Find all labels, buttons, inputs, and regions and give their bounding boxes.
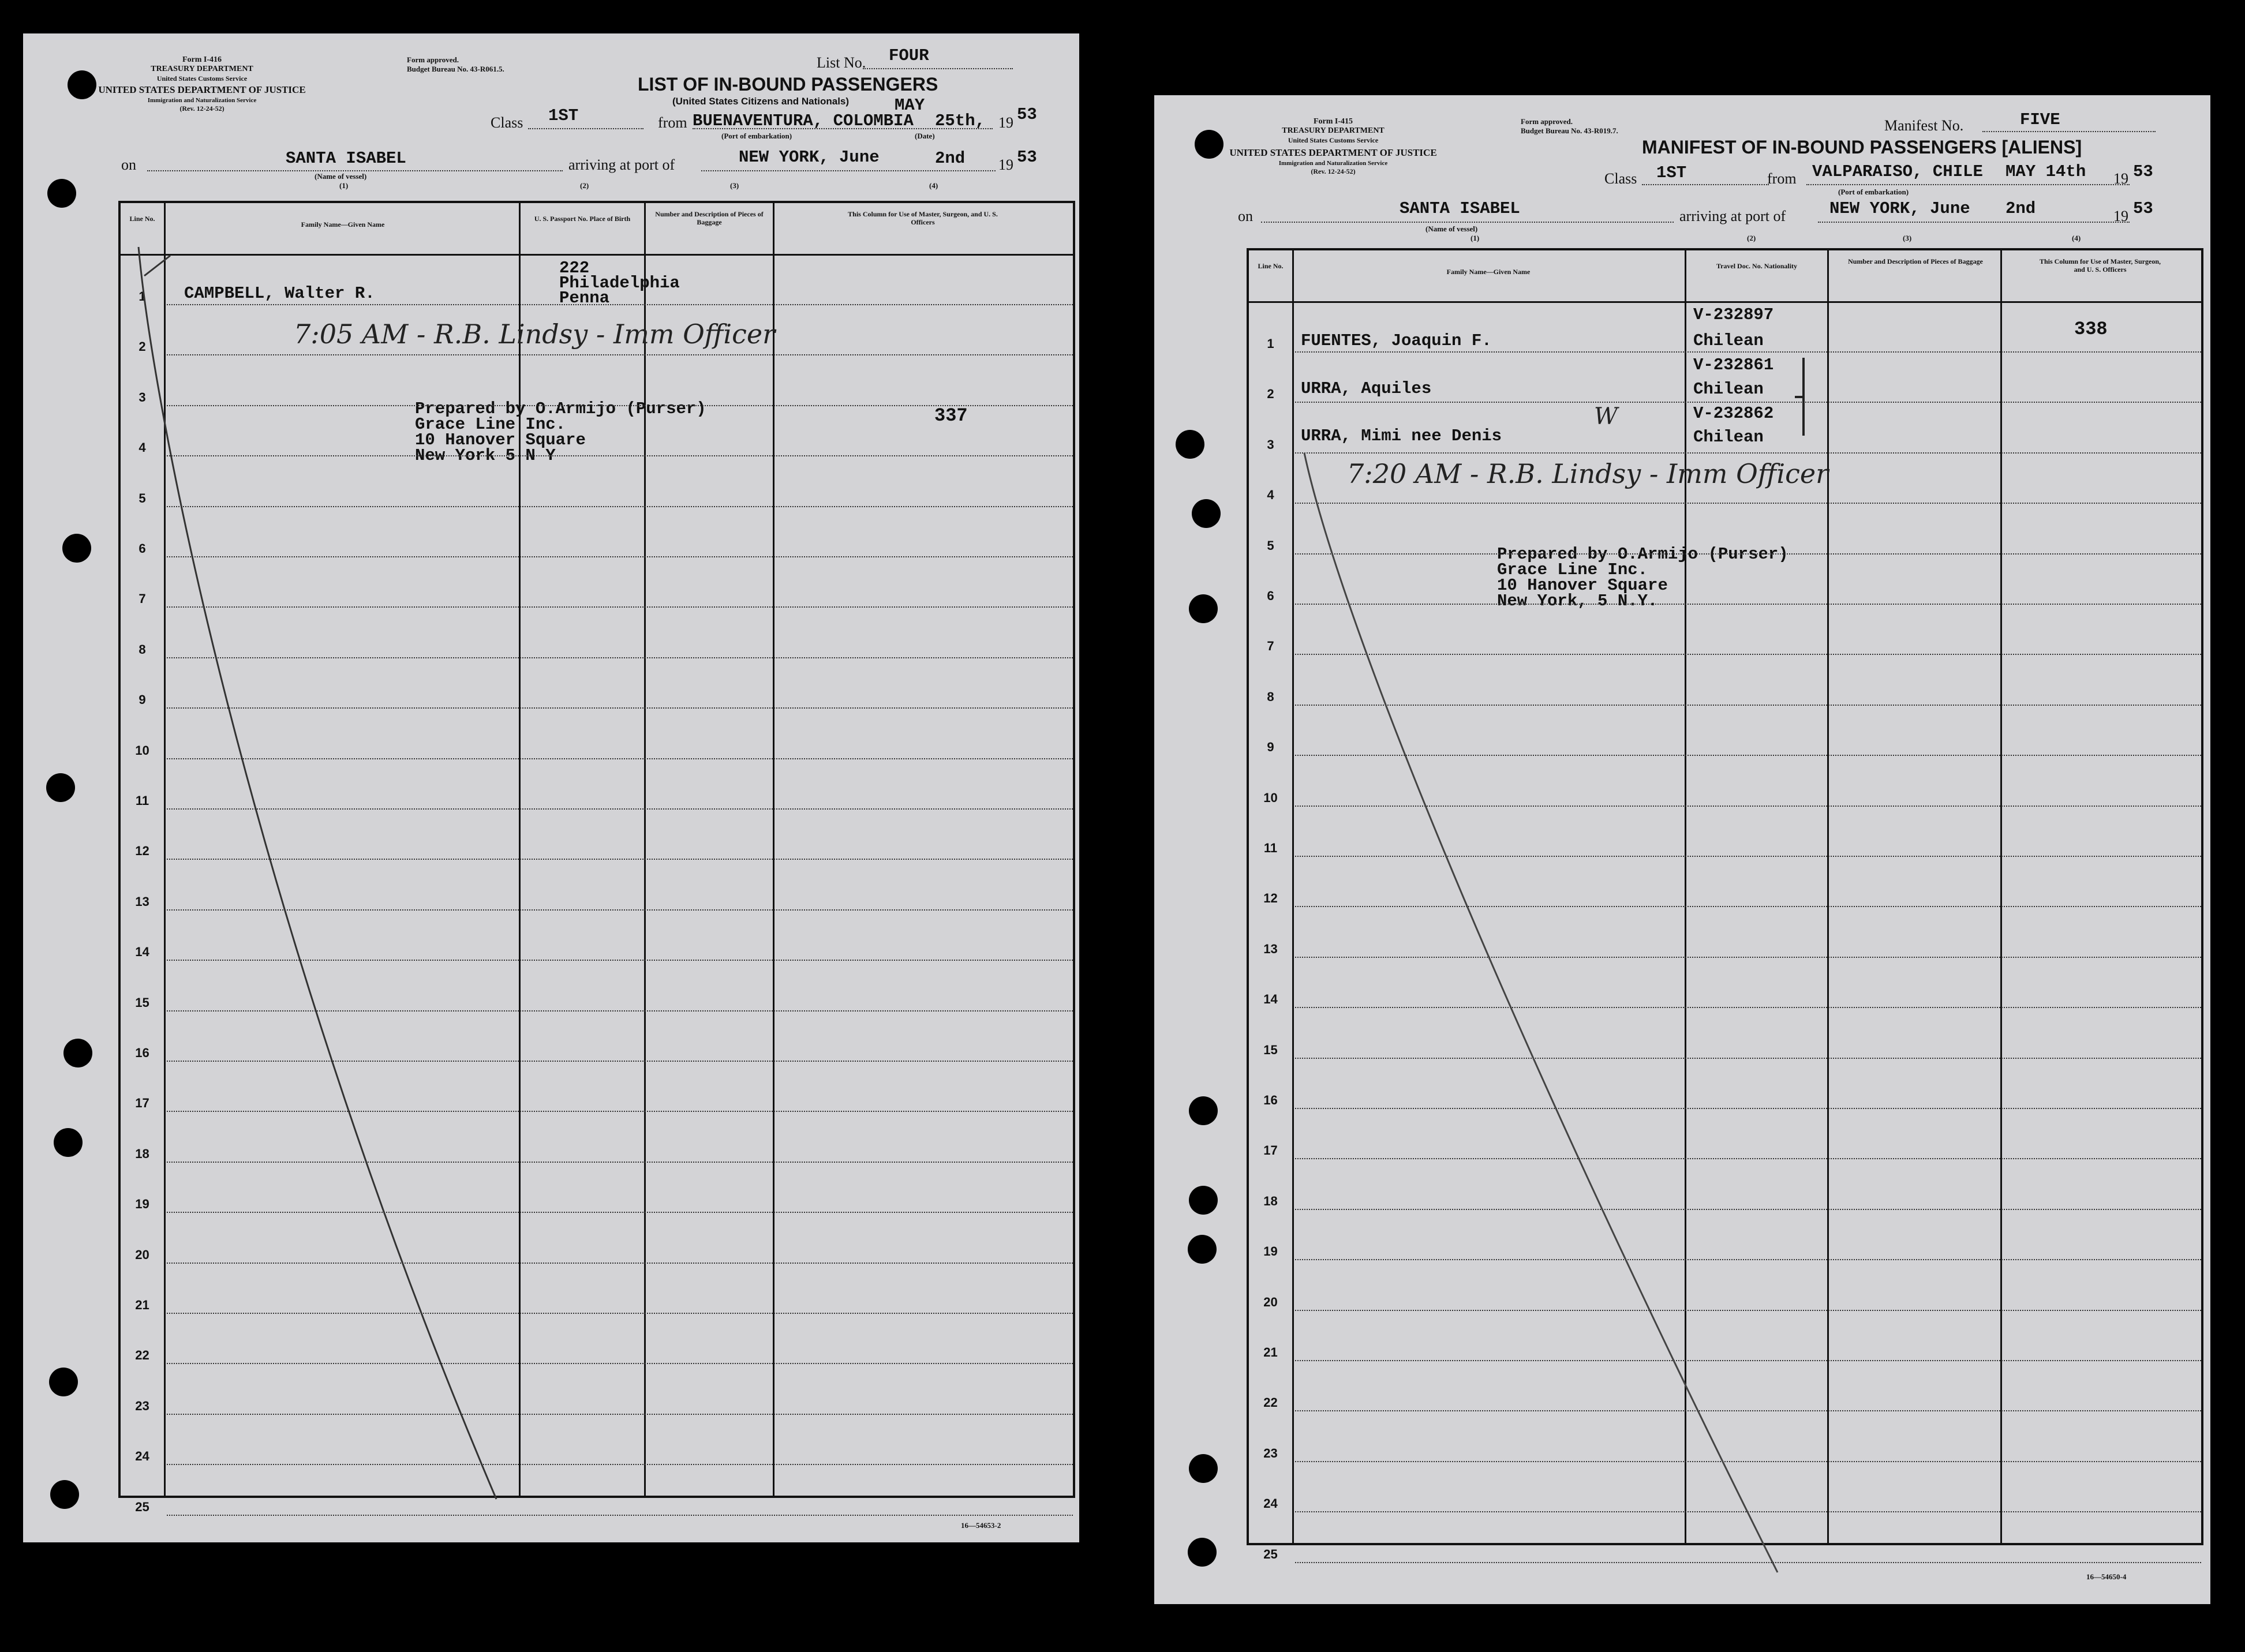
punch-hole: [62, 534, 91, 563]
line-number: 19: [1263, 1244, 1278, 1259]
line-number: 14: [135, 945, 149, 960]
budget-bureau: Budget Bureau No. 43-R061.5.: [407, 65, 504, 73]
col-header-line: Line No.: [129, 215, 155, 223]
officer-handwriting: 7:20 AM - R.B. Lindsy - Imm Officer: [1347, 458, 1829, 489]
line-number: 14: [1263, 992, 1278, 1007]
form-number: Form I-415: [1313, 117, 1353, 126]
stamp-number: 337: [934, 405, 968, 426]
from-year-prefix: 19: [2113, 170, 2128, 187]
line-number: 10: [1263, 790, 1278, 805]
line-number: 12: [135, 844, 149, 859]
line-number: 6: [139, 541, 146, 556]
line-number: 17: [1263, 1143, 1278, 1158]
justice-dept: UNITED STATES DEPARTMENT OF JUSTICE: [1229, 147, 1437, 158]
class-label: Class: [1604, 170, 1637, 187]
on-label: on: [121, 156, 136, 173]
form-footer-code: 16—54650-4: [2086, 1572, 2127, 1581]
line-number: 23: [135, 1398, 149, 1413]
list-label: List No.: [817, 54, 866, 71]
line-number: 25: [135, 1499, 149, 1514]
passenger-name-1: FUENTES, Joaquin F.: [1301, 331, 1492, 350]
prepared-city: New York, 5 N.Y.: [1497, 591, 1658, 610]
line-number: 24: [1263, 1496, 1278, 1511]
arrival-year-prefix: 19: [998, 156, 1013, 173]
vessel-name: SANTA ISABEL: [1400, 199, 1520, 218]
from-label: from: [658, 114, 687, 131]
line-number: 18: [135, 1146, 149, 1161]
line-number: 1: [139, 289, 146, 304]
manifest-label: Manifest No.: [1884, 117, 1964, 134]
on-label: on: [1238, 208, 1253, 224]
line-number: 18: [1263, 1193, 1278, 1208]
line-number: 3: [139, 389, 146, 404]
prepared-by: Prepared by O.Armijo (Purser): [415, 399, 706, 418]
line-number: 24: [135, 1449, 149, 1464]
line-number: 8: [139, 642, 146, 657]
line-number: 12: [1263, 891, 1278, 906]
birth-state: Penna: [559, 289, 610, 308]
from-port: BUENAVENTURA, COLOMBIA: [693, 111, 914, 130]
line-number: 4: [139, 440, 146, 455]
punch-hole: [54, 1128, 83, 1157]
line-number: 6: [1267, 589, 1274, 603]
form-footer-code: 16—54653-2: [961, 1521, 1001, 1530]
class-label: Class: [491, 114, 523, 131]
class-value: 1ST: [548, 106, 579, 125]
arrival-year-prefix: 19: [2113, 208, 2128, 224]
date-caption: (Date): [915, 132, 935, 140]
prepared-address: 10 Hanover Square: [415, 430, 586, 449]
budget-bureau: Budget Bureau No. 43-R019.7.: [1521, 126, 1618, 135]
service-name: United States Customs Service: [1288, 136, 1379, 144]
form-subtitle: (United States Citizens and Nationals): [672, 96, 850, 107]
line-number: 22: [1263, 1395, 1278, 1410]
line-number: 4: [1267, 488, 1274, 503]
punch-hole: [1188, 1235, 1217, 1264]
line-number: 22: [135, 1348, 149, 1363]
prepared-company: Grace Line Inc.: [1497, 560, 1648, 579]
bracket-initials: W: [1594, 403, 1618, 430]
prepared-city: New York 5 N Y: [415, 446, 556, 465]
from-port: VALPARAISO, CHILE: [1812, 162, 1983, 181]
line-number: 25: [1263, 1546, 1278, 1561]
nationality-1: Chilean: [1693, 331, 1764, 350]
arrival-day: 2nd: [2005, 199, 2036, 218]
form-number: Form I-416: [182, 55, 222, 64]
line-number: 13: [135, 894, 149, 909]
line-number: 7: [139, 591, 146, 606]
from-year: 53: [1017, 105, 1037, 124]
punch-hole: [1189, 1096, 1218, 1125]
arrival-port: NEW YORK, June: [739, 148, 880, 167]
ins-name: Immigration and Naturalization Service: [147, 97, 257, 104]
list-number: FOUR: [889, 46, 929, 65]
from-year: 53: [2133, 162, 2153, 181]
col-header-baggage: Number and Description of Pieces of Baggage: [655, 210, 764, 226]
justice-dept: UNITED STATES DEPARTMENT OF JUSTICE: [98, 84, 306, 95]
line-number: 20: [135, 1247, 149, 1262]
arrival-year: 53: [2133, 199, 2153, 218]
line-number: 13: [1263, 941, 1278, 956]
dept-name: TREASURY DEPARTMENT: [1282, 126, 1385, 135]
line-number: 10: [135, 743, 149, 758]
arrival-year: 53: [1017, 148, 1037, 167]
dept-name: TREASURY DEPARTMENT: [151, 65, 253, 73]
prepared-address: 10 Hanover Square: [1497, 576, 1668, 595]
from-day: 25th,: [935, 111, 986, 130]
col3-caption: (3): [1903, 234, 1912, 242]
punch-hole: [49, 1368, 78, 1396]
line-number: 3: [1267, 437, 1274, 452]
passenger-name-3: URRA, Mimi nee Denis: [1301, 426, 1502, 445]
col-header-officers: This Column for Use of Master, Surgeon, and U. S. Officers: [2040, 257, 2161, 274]
manifest-number: FIVE: [2020, 110, 2060, 129]
form-title: MANIFEST OF IN-BOUND PASSENGERS [ALIENS]: [1642, 137, 2082, 158]
col4-caption: (4): [2072, 234, 2081, 242]
from-year-prefix: 19: [998, 114, 1013, 131]
arriving-label: arriving at port of: [568, 156, 675, 173]
port-embarkation-caption: (Port of embarkation): [1838, 188, 1909, 196]
col-header-line: Line No.: [1258, 262, 1284, 270]
line-number: 11: [135, 793, 149, 808]
class-value: 1ST: [1656, 163, 1687, 182]
line-number: 19: [135, 1197, 149, 1212]
manifest-sheet-right: [1154, 95, 2210, 1604]
manifest-sheet-left: [23, 33, 1079, 1542]
line-number: 21: [1263, 1345, 1278, 1359]
line-number: 23: [1263, 1445, 1278, 1460]
col-header-baggage: Number and Description of Pieces of Baggage: [1848, 257, 1983, 265]
cancel-line: [1154, 95, 2210, 1604]
arrival-day: 2nd: [935, 149, 966, 168]
prepared-company: Grace Line Inc.: [415, 415, 566, 434]
col4-caption: (4): [929, 181, 938, 190]
punch-hole: [1189, 1186, 1218, 1215]
line-number: 11: [1263, 841, 1278, 855]
vessel-name: SANTA ISABEL: [286, 149, 406, 168]
col2-caption: (2): [1747, 234, 1756, 242]
line-number: 21: [135, 1298, 149, 1312]
punch-hole: [63, 1039, 92, 1067]
line-number: 9: [1267, 740, 1274, 755]
revision: (Rev. 12-24-52): [179, 104, 224, 113]
punch-hole: [1195, 130, 1223, 159]
prepared-by: Prepared by O.Armijo (Purser): [1497, 545, 1788, 564]
officer-handwriting: 7:05 AM - R.B. Lindsy - Imm Officer: [294, 319, 776, 350]
from-month: MAY: [895, 96, 925, 115]
form-approved: Form approved.: [407, 55, 459, 64]
passenger-name: CAMPBELL, Walter R.: [184, 284, 375, 303]
line-number: 5: [1267, 538, 1274, 553]
line-number: 1: [1267, 336, 1274, 351]
from-date: MAY 14th: [2005, 162, 2086, 181]
revision: (Rev. 12-24-52): [1311, 167, 1356, 175]
col3-caption: (3): [730, 181, 739, 190]
stamp-number: 338: [2074, 319, 2108, 340]
col2-caption: (2): [580, 181, 589, 190]
arriving-label: arriving at port of: [1679, 208, 1786, 224]
form-approved: Form approved.: [1521, 117, 1573, 126]
col1-caption: (1): [1471, 234, 1480, 242]
passport-number: 222: [559, 259, 590, 278]
passenger-name-2: URRA, Aquiles: [1301, 379, 1432, 398]
punch-hole: [1188, 1538, 1217, 1567]
line-number: 20: [1263, 1294, 1278, 1309]
col-header-officers: This Column for Use of Master, Surgeon, and U. S. Officers: [848, 210, 998, 226]
arrival-port: NEW YORK, June: [1829, 199, 1970, 218]
col-header-name: Family Name—Given Name: [301, 220, 385, 228]
vessel-caption: (Name of vessel): [315, 172, 367, 181]
travel-doc-2: V-232861: [1693, 355, 1774, 374]
col-header-travel-doc: Travel Doc. No. Nationality: [1716, 262, 1798, 270]
travel-doc-3: V-232862: [1693, 404, 1774, 423]
port-embarkation-caption: (Port of embarkation): [721, 132, 792, 140]
col-header-name: Family Name—Given Name: [1446, 268, 1531, 276]
form-title: LIST OF IN-BOUND PASSENGERS: [638, 74, 938, 95]
col1-caption: (1): [339, 181, 349, 190]
punch-hole: [50, 1480, 79, 1509]
punch-hole: [46, 773, 75, 802]
punch-hole: [47, 179, 76, 208]
ins-name: Immigration and Naturalization Service: [1278, 160, 1388, 167]
punch-hole: [1189, 594, 1218, 623]
line-number: 15: [135, 995, 149, 1010]
from-label: from: [1767, 170, 1797, 187]
line-number: 15: [1263, 1042, 1278, 1057]
vessel-caption: (Name of vessel): [1425, 224, 1478, 233]
punch-hole: [1192, 499, 1221, 528]
travel-doc-1: V-232897: [1693, 305, 1774, 324]
punch-hole: [1176, 430, 1204, 459]
line-number: 2: [1267, 387, 1274, 402]
line-number: 5: [139, 490, 146, 505]
nationality-2: Chilean: [1693, 380, 1764, 399]
punch-hole: [68, 70, 96, 99]
line-number: 17: [135, 1096, 149, 1111]
service-name: United States Customs Service: [156, 74, 248, 83]
col-header-passport: U. S. Passport No. Place of Birth: [534, 215, 631, 223]
line-number: 2: [139, 339, 146, 354]
line-number: 16: [135, 1046, 149, 1060]
line-number: 9: [139, 692, 146, 707]
cancel-line: [23, 33, 1079, 1542]
punch-hole: [1189, 1454, 1218, 1483]
line-number: 7: [1267, 639, 1274, 654]
line-number: 8: [1267, 689, 1274, 704]
nationality-3: Chilean: [1693, 428, 1764, 447]
birth-place: Philadelphia: [559, 274, 680, 293]
line-number: 16: [1263, 1093, 1278, 1107]
